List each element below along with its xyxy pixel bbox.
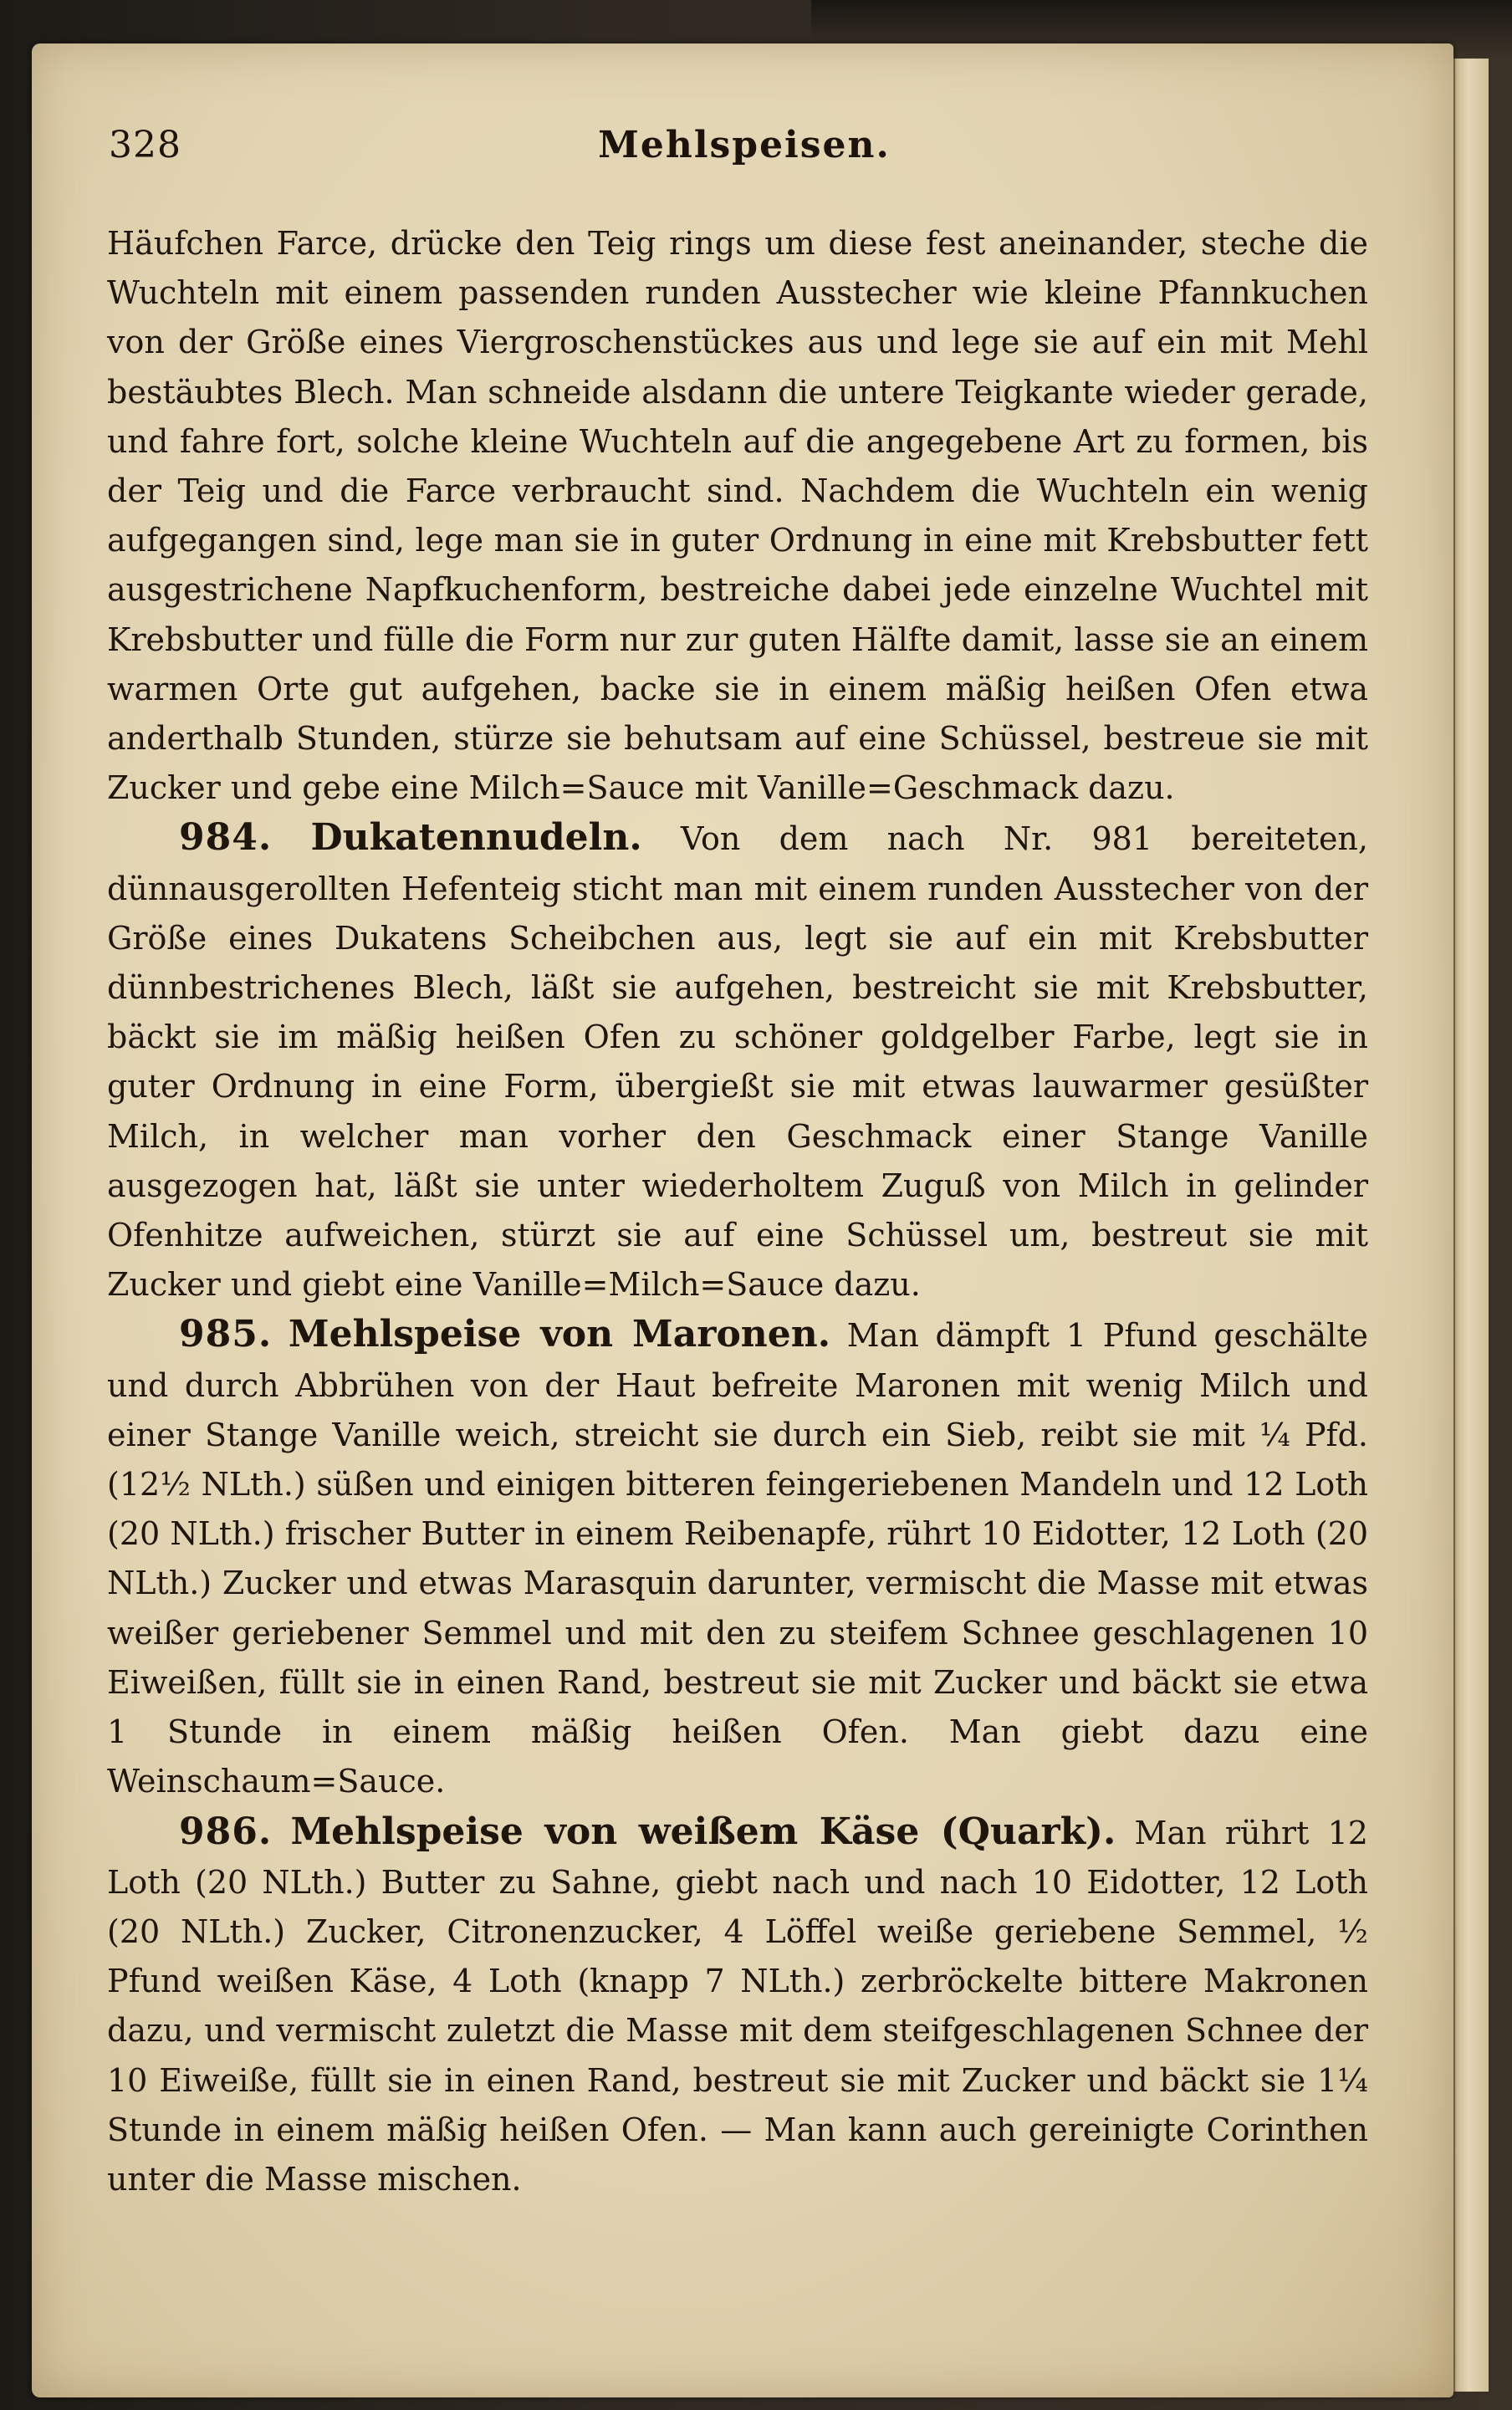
running-head: Mehlspeisen. — [598, 124, 891, 166]
page-header — [109, 124, 1380, 182]
recipe-text: Man rührt 12 Loth (20 NLth.) Butter zu Sahne, giebt nach und nach 10 Eidotter, 12 Loth (20 NLth.) Zucker, Citronenzucker, 4 Löffel weiße geriebene Semmel, ½ Pfund weißen Käse, 4 Loth (knapp 7 NLth.) zerbröckelte bittere Makronen dazu, und vermischt zuletzt die Masse mit dem steifgeschlagenen Schnee der 10 Eiweiße, füllt sie in einen Rand, bestreut sie mit Zucker und bäckt sie 1¼ Stunde in einem mäßig heißen Ofen. — Man kann auch gereinigte Corinthen unter die Masse mischen. — [107, 1814, 1368, 2198]
recipe-text: Von dem nach Nr. 981 bereiteten, dünnausgerollten Hefenteig sticht man mit einem runden Ausstecher von der Größe eines Dukatens Scheibchen aus, legt sie auf ein mit Krebsbutter dünnbestrichenes Blech, läßt sie aufgehen, bestreicht sie mit Krebsbutter, bäckt sie im mäßig heißen Ofen zu schöner goldgelber Farbe, legt sie in guter Ordnung in eine Form, übergießt sie mit etwas lauwarmer gesüßter Milch, in welcher man vorher den Geschmack einer Stange Vanille ausgezogen hat, läßt sie unter wiederholtem Zuguß von Milch in gelinder Ofenhitze aufweichen, stürzt sie auf eine Schüssel um, bestreut sie mit Zucker und giebt eine Vanille=Milch=Sauce dazu. — [107, 820, 1368, 1304]
recipe-number: 985. — [179, 1313, 273, 1356]
recipe-986 — [107, 1807, 1368, 2205]
recipe-984 — [107, 813, 1368, 1310]
recipe-number: 986. — [179, 1810, 273, 1853]
recipe-text: Man dämpft 1 Pfund geschälte und durch Abbrühen von der Haut befreite Maronen mit wenig Milch und einer Stange Vanille weich, streicht sie durch ein Sieb, reibt sie mit ¼ Pfd. (12½ NLth.) süßen und einigen bitteren feingeriebenen Mandeln und 12 Loth (20 NLth.) frischer Butter in einem Reibenapfe, rührt 10 Eidotter, 12 Loth (20 NLth.) Zucker und etwas Marasquin darunter, vermischt die Masse mit etwas weißer geriebener Semmel und mit den zu steifem Schnee geschlagenen 10 Eiweißen, füllt sie in einen Rand, bestreut sie mit Zucker und bäckt sie etwa 1 Stunde in einem mäßig heißen Ofen. Man giebt dazu eine Weinschaum=Sauce. — [107, 1317, 1368, 1800]
continued-paragraph: Häufchen Farce, drücke den Teig rings um diese fest aneinander, steche die Wuchteln mit einem passenden runden Ausstecher wie kleine Pfannkuchen von der Größe eines Viergroschenstückes aus und lege sie auf ein mit Mehl bestäubtes Blech. Man schneide alsdann die untere Teigkante wieder gerade, und fahre fort, solche kleine Wuchteln auf die angegebene Art zu formen, bis der Teig und die Farce verbraucht sind. Nachdem die Wuchteln ein wenig aufgegangen sind, lege man sie in guter Ordnung in eine mit Krebsbutter fett ausgestrichene Napfkuchenform, bestreiche dabei jede einzelne Wuchtel mit Krebsbutter und fülle die Form nur zur guten Hälfte damit, lasse sie an einem warmen Orte gut aufgehen, backe sie in einem mäßig heißen Ofen etwa anderthalb Stunden, stürze sie behutsam auf eine Schüssel, bestreue sie mit Zucker und gebe eine Milch=Sauce mit Vanille=Geschmack dazu. — [107, 225, 1368, 807]
recipe-title: Mehlspeise von weißem Käse (Quark). — [290, 1810, 1116, 1853]
page-body — [107, 219, 1368, 2204]
recipe-985 — [107, 1310, 1368, 1806]
recipe-title: Mehlspeise von Maronen. — [288, 1313, 831, 1356]
recipe-title: Dukatennudeln. — [310, 816, 642, 860]
recipe-number: 984. — [179, 816, 273, 860]
page-edge — [1453, 59, 1489, 2392]
page-number: 328 — [109, 124, 181, 166]
